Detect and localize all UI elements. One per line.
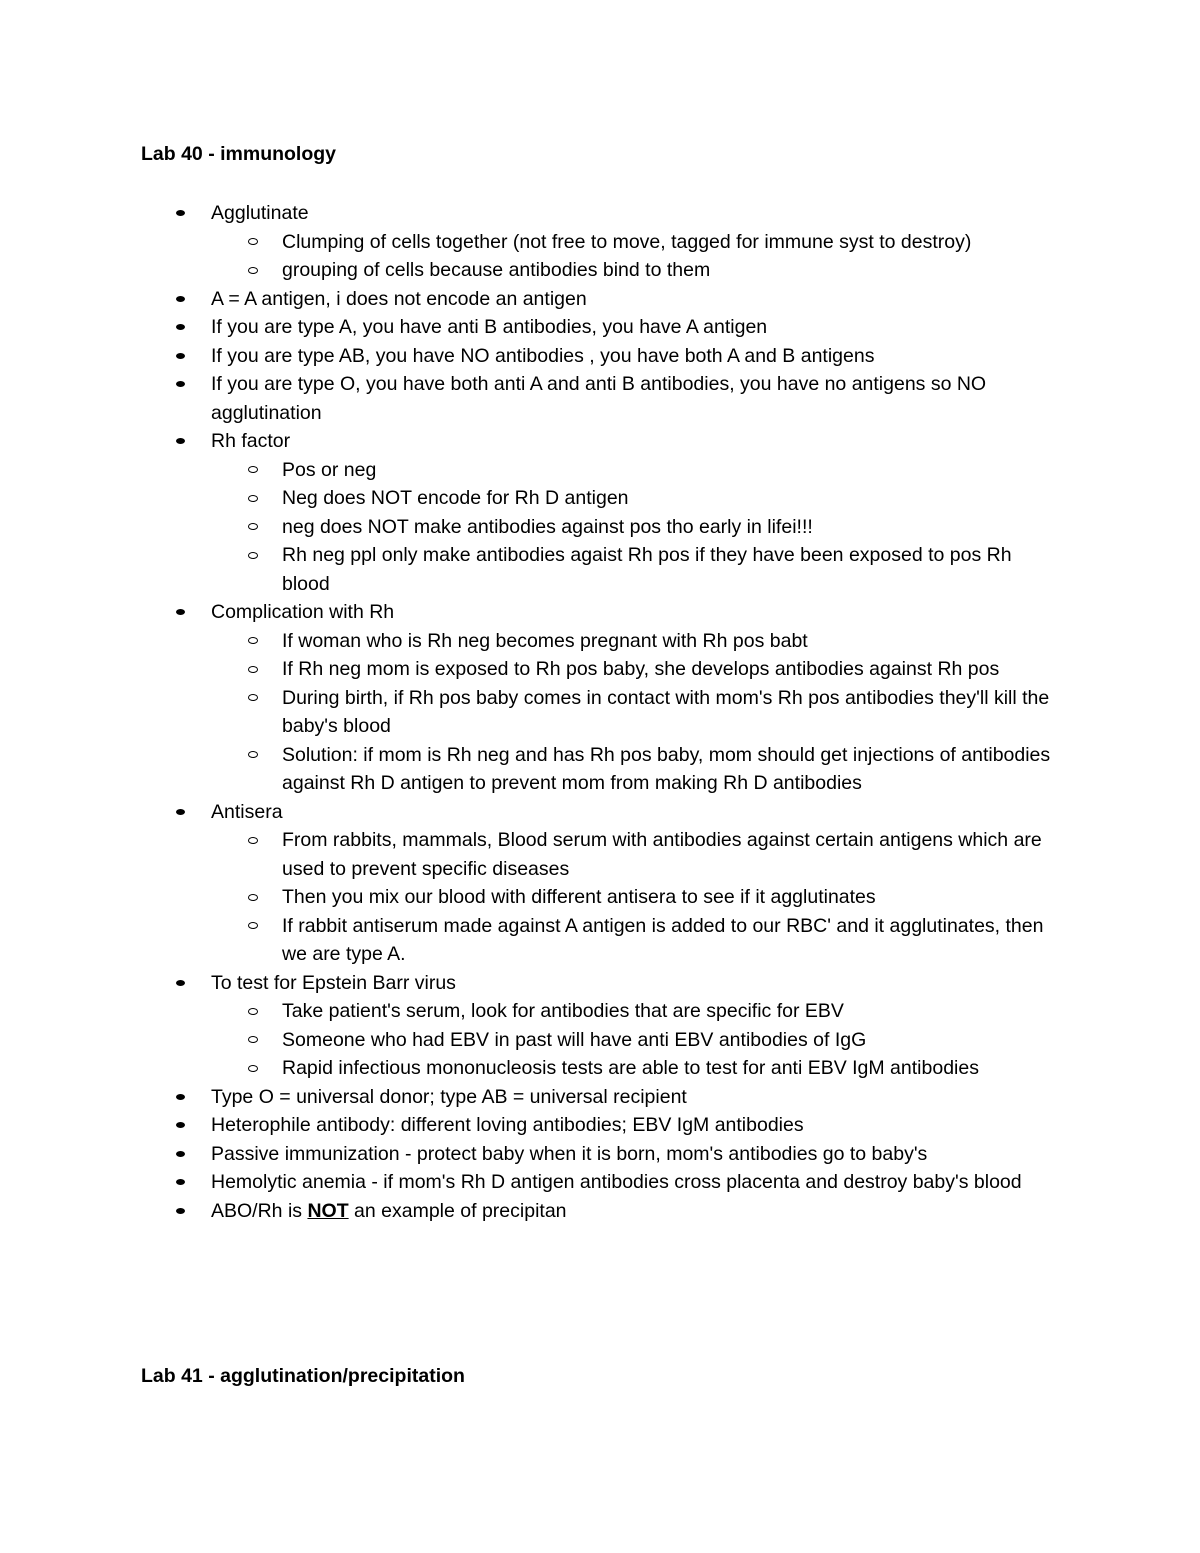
bullet-item xyxy=(0,285,1061,314)
bullet-dot-icon xyxy=(176,1111,185,1140)
item-text: Rapid infectious mononucleosis tests are able to test for anti EBV IgM antibodies xyxy=(282,1057,979,1079)
sub-bullet-item xyxy=(0,912,1062,969)
item-text: Then you mix our blood with different antisera to see if it agglutinates xyxy=(282,886,876,908)
bullet-item xyxy=(0,1197,1061,1226)
item-text: If rabbit antiserum made against A antigen is added to our RBC' and it agglutinates, then we are type A. xyxy=(282,914,1044,965)
bullet-circle-icon xyxy=(248,912,258,941)
bullet-circle-icon xyxy=(248,883,258,912)
sub-bullet-item xyxy=(0,741,1062,798)
sub-bullet-item xyxy=(0,883,1062,912)
bullet-item xyxy=(0,342,1061,371)
item-text: Neg does NOT encode for Rh D antigen xyxy=(282,487,629,509)
bullet-dot-icon xyxy=(176,798,185,827)
item-text: If you are type O, you have both anti A and anti B antibodies, you have no antigens so NO agglutination xyxy=(211,373,987,424)
item-text: Hemolytic anemia - if mom's Rh D antigen antibodies cross placenta and destroy baby's blood xyxy=(211,1171,1022,1193)
item-text: Rh factor xyxy=(211,430,291,452)
bullet-dot-icon xyxy=(176,313,185,342)
lab-40-notes-list xyxy=(0,199,1200,1225)
item-text: grouping of cells because antibodies bind to them xyxy=(282,259,711,281)
item-text: Passive immunization - protect baby when it is born, mom's antibodies go to baby's xyxy=(211,1142,928,1165)
bullet-circle-icon xyxy=(248,655,258,684)
bullet-circle-icon xyxy=(248,1054,258,1083)
bullet-circle-icon xyxy=(248,228,258,257)
bullet-item xyxy=(0,969,1061,998)
bullet-dot-icon xyxy=(176,1168,185,1197)
sub-bullet-item xyxy=(0,1026,1062,1055)
sub-bullet-item xyxy=(0,456,1062,485)
bullet-dot-icon xyxy=(176,427,185,456)
bullet-circle-icon xyxy=(248,1026,258,1055)
lab-41-heading: Lab 41 - agglutination/precipitation xyxy=(141,1365,465,1387)
item-text: Heterophile antibody: different loving antibodies; EBV IgM antibodies xyxy=(211,1114,804,1136)
bullet-dot-icon xyxy=(176,969,185,998)
bullet-dot-icon xyxy=(176,1083,185,1112)
item-text: If Rh neg mom is exposed to Rh pos baby, she develops antibodies against Rh pos xyxy=(282,658,1000,680)
emphasis-text: NOT xyxy=(307,1199,349,1222)
item-text: neg does NOT make antibodies against pos tho early in lifei!!! xyxy=(282,515,813,538)
sub-bullet-item xyxy=(0,826,1062,883)
bullet-circle-icon xyxy=(248,684,258,713)
bullet-item xyxy=(0,1111,1061,1140)
bullet-circle-icon xyxy=(248,826,258,855)
item-text: Complication with Rh xyxy=(211,601,395,623)
bullet-item xyxy=(0,1083,1061,1112)
sub-bullet-item xyxy=(0,655,1062,684)
bullet-circle-icon xyxy=(248,627,258,656)
sub-bullet-item xyxy=(0,256,1062,285)
bullet-item xyxy=(0,199,1061,228)
bullet-item xyxy=(0,427,1061,456)
item-text: If you are type AB, you have NO antibodies , you have both A and B antigens xyxy=(211,344,875,367)
item-text: Agglutinate xyxy=(211,202,309,224)
sub-bullet-item xyxy=(0,484,1062,513)
item-text: From rabbits, mammals, Blood serum with antibodies against certain antigens which are used to prevent specific diseases xyxy=(282,829,1042,880)
lab-40-heading: Lab 40 - immunology xyxy=(141,143,337,165)
sub-bullet-item xyxy=(0,627,1062,656)
bullet-dot-icon xyxy=(176,1140,185,1169)
bullet-item xyxy=(0,313,1061,342)
item-text: If woman who is Rh neg becomes pregnant with Rh pos babt xyxy=(282,629,808,652)
item-text: Clumping of cells together (not free to move, tagged for immune syst to destroy) xyxy=(282,230,972,253)
bullet-circle-icon xyxy=(248,541,258,570)
bullet-dot-icon xyxy=(176,342,185,371)
item-text: an example of precipitan xyxy=(348,1199,567,1222)
bullet-item xyxy=(0,798,1061,827)
item-text: ABO/Rh is xyxy=(211,1199,308,1222)
bullet-item xyxy=(0,370,1061,427)
bullet-circle-icon xyxy=(248,997,258,1026)
item-text: Solution: if mom is Rh neg and has Rh pos baby, mom should get injections of antibodies against Rh D antigen to prevent mom from making Rh D antibodies xyxy=(282,743,1051,794)
bullet-circle-icon xyxy=(248,256,258,285)
bullet-item xyxy=(0,598,1061,627)
item-text: A = A antigen, i does not encode an antigen xyxy=(211,287,587,310)
bullet-dot-icon xyxy=(176,598,185,627)
sub-bullet-item xyxy=(0,1054,1062,1083)
bullet-circle-icon xyxy=(248,513,258,542)
bullet-dot-icon xyxy=(176,1197,185,1226)
sub-bullet-item xyxy=(0,541,1062,598)
item-text: During birth, if Rh pos baby comes in contact with mom's Rh pos antibodies they'll kill the baby's blood xyxy=(282,686,1050,737)
bullet-dot-icon xyxy=(176,370,185,399)
bullet-circle-icon xyxy=(248,741,258,770)
item-text: Antisera xyxy=(211,800,283,823)
item-text: Type O = universal donor; type AB = universal recipient xyxy=(211,1085,687,1108)
bullet-circle-icon xyxy=(248,456,258,485)
bullet-item xyxy=(0,1140,1061,1169)
bullet-dot-icon xyxy=(176,285,185,314)
sub-bullet-item xyxy=(0,228,1062,257)
item-text: Someone who had EBV in past will have anti EBV antibodies of IgG xyxy=(282,1028,867,1051)
item-text: To test for Epstein Barr virus xyxy=(211,971,456,994)
item-text: Rh neg ppl only make antibodies agaist Rh pos if they have been exposed to pos Rh blood xyxy=(282,544,1012,595)
item-text: If you are type A, you have anti B antibodies, you have A antigen xyxy=(211,316,768,338)
item-text: Take patient's serum, look for antibodies that are specific for EBV xyxy=(282,1000,844,1022)
sub-bullet-item xyxy=(0,513,1062,542)
bullet-item xyxy=(0,1168,1061,1197)
bullet-dot-icon xyxy=(176,199,185,228)
item-text: Pos or neg xyxy=(282,458,377,481)
bullet-circle-icon xyxy=(248,484,258,513)
sub-bullet-item xyxy=(0,997,1062,1026)
sub-bullet-item xyxy=(0,684,1062,741)
